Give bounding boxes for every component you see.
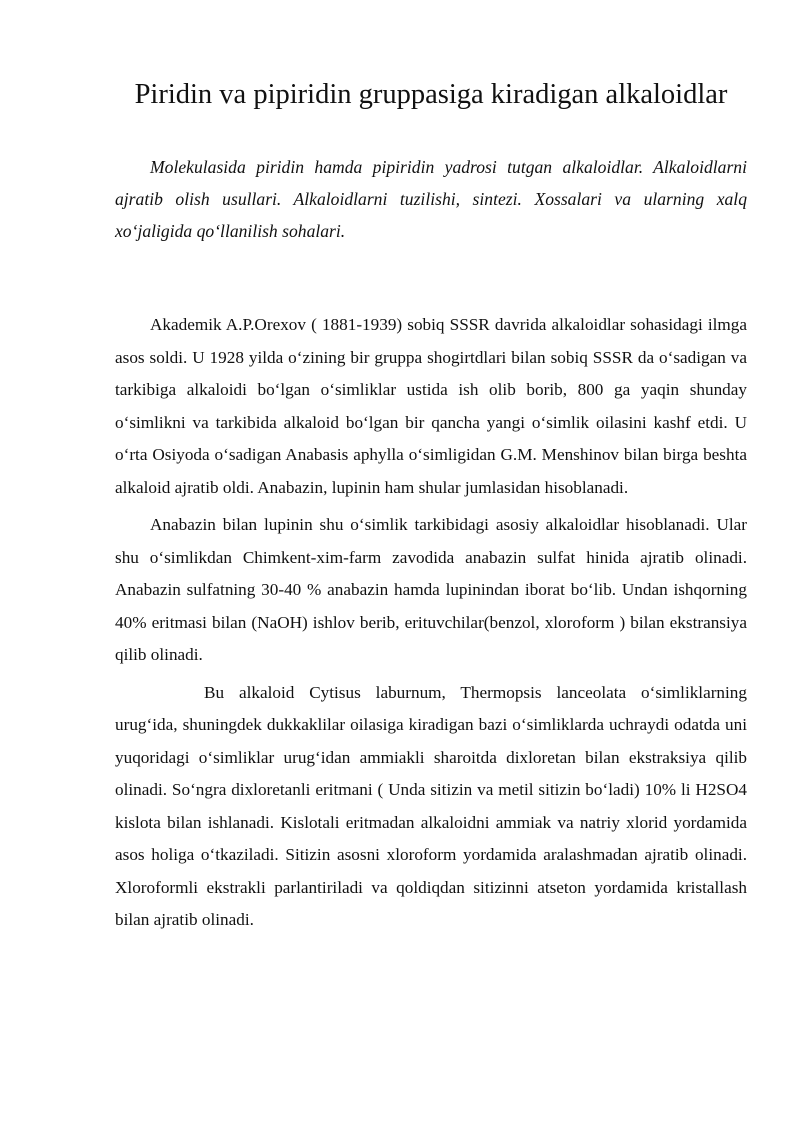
paragraph-anabazin: Anabazin bilan lupinin shu o‘simlik tarkibidagi asosiy alkaloidlar hisoblanadi. Ular shu o‘simlikdan Chimkent-xim-farm zavodida anabazin sulfat hinida ajratib olinadi. Anabazin sulfatning 30-40 % anabazin hamda lupinindan iborat bo‘lib. Undan ishqorning 40% eritmasi bilan (NaOH) ishlov berib, erituvchilar(benzol, xloroform ) bilan ekstransiya qilib olinadi. [115,515,747,664]
abstract-text: Molekulasida piridin hamda pipiridin yadrosi tutgan alkaloidlar. Alkaloidlarni ajratib olish usullari. Alkaloidlarni tuzilishi, sintezi. Xossalari va ularning xalq xo‘jaligida qo‘llanilish sohalari. [115,157,747,241]
paragraph-orexov: Akademik A.P.Orexov ( 1881-1939) sobiq SSSR davrida alkaloidlar sohasidagi ilmga asos soldi. U 1928 yilda o‘zining bir gruppa shogirtdlari bilan sobiq SSSR da o‘sadigan va tarkibiga alkaloidi bo‘lgan o‘simliklar ustida ish olib borib, 800 ga yaqin shunday o‘simlikni va tarkibida alkaloid bo‘lgan bir qancha yangi o‘simlik oilasini kashf etdi. U o‘rta Osiyoda o‘sadigan Anabasis aphylla o‘simligidan G.M. Menshinov bilan birga beshta alkaloid ajratib oldi. Anabazin, lupinin ham shular jumlasidan hisoblanadi. [115,315,747,497]
document-body [115,309,747,942]
paragraph-cytisus: Bu alkaloid Cytisus laburnum, Thermopsis lanceolata o‘simliklarning urug‘ida, shuningdek dukkaklilar oilasiga kiradigan bazi o‘simliklarda uchraydi odatda uni yuqoridagi o‘simliklar urug‘idan ammiakli sharoitda dixloretan bilan ekstraksiya qilib olinadi. So‘ngra dixloretanli eritmani ( Unda sitizin va metil sitizin bo‘ladi) 10% li H2SO4 kislota bilan ishlanadi. Kislotali eritmadan alkaloidni ammiak va natriy xlorid yordamida asos holiga o‘tkaziladi. Sitizin asosni xloroform yordamida aralashmadan ajratib olinadi. Xloroformli ekstrakli parlantiriladi va qoldiqdan sitizinni atseton yordamida kristallash bilan ajratib olinadi. [115,682,747,929]
page-title: Piridin va pipiridin gruppasiga kiradigan alkaloidlar [134,79,728,110]
